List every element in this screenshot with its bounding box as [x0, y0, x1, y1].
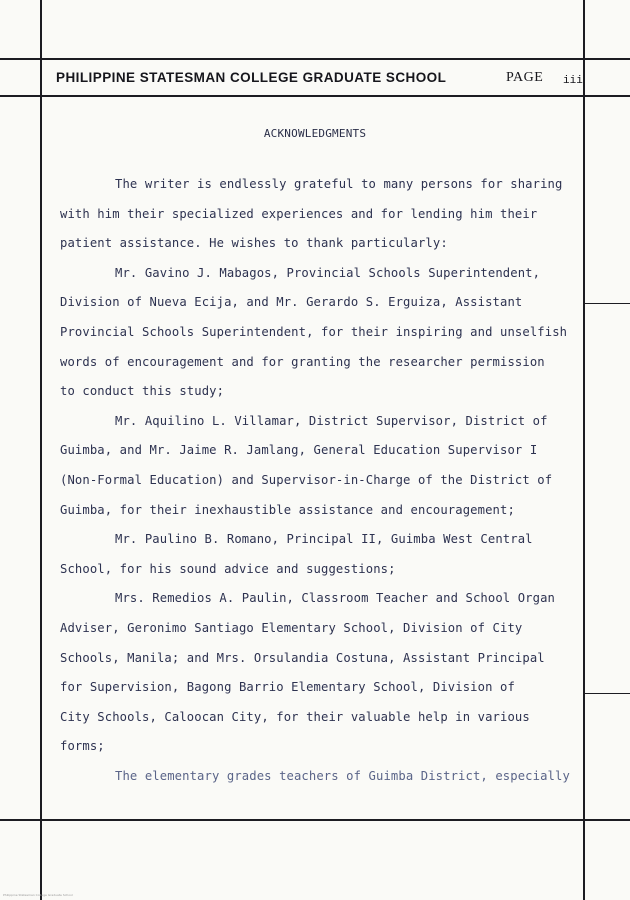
header-underline — [0, 95, 630, 97]
text-line: School, for his sound advice and suggestions; — [60, 561, 396, 576]
text-line: Mr. Aquilino L. Villamar, District Supervisor, District of — [115, 413, 548, 428]
text-line: Mrs. Remedios A. Paulin, Classroom Teacher and School Organ — [115, 591, 555, 606]
text-line: (Non-Formal Education) and Supervisor-in-Charge of the District of — [60, 472, 553, 487]
text-line: Adviser, Geronimo Santiago Elementary School, Division of City — [60, 620, 523, 635]
bottom-rule — [0, 819, 630, 821]
text-line: Mr. Gavino J. Mabagos, Provincial Schools Superintendent, — [115, 265, 541, 280]
text-line: Provincial Schools Superintendent, for their inspiring and unselfish — [60, 324, 568, 339]
text-line: The elementary grades teachers of Guimba District, especially — [115, 768, 570, 783]
page-header — [56, 70, 586, 90]
text-line: words of encouragement and for granting the researcher permission — [60, 354, 545, 369]
text-line: Guimba, for their inexhaustible assistance and encouragement; — [60, 502, 515, 517]
text-line: Guimba, and Mr. Jaime R. Jamlang, General Education Supervisor I — [60, 443, 538, 458]
acknowledgments-text — [60, 170, 590, 791]
text-line: for Supervision, Bagong Barrio Elementary School, Division of — [60, 680, 515, 695]
text-line: Mr. Paulino B. Romano, Principal II, Guimba West Central — [115, 532, 533, 547]
text-line: to conduct this study; — [60, 384, 225, 399]
right-edge-tick-lower — [584, 693, 630, 694]
text-line: Schools, Manila; and Mrs. Orsulandia Costuna, Assistant Principal — [60, 650, 545, 665]
header-page-label: PAGE — [506, 70, 544, 85]
text-line: forms; — [60, 739, 105, 754]
header-title: PHILIPPINE STATESMAN COLLEGE GRADUATE SCHOOL — [56, 70, 447, 85]
text-line: patient assistance. He wishes to thank particularly: — [60, 236, 448, 251]
section-heading: ACKNOWLEDGMENTS — [263, 127, 367, 140]
top-rule — [0, 58, 630, 60]
right-edge-tick-upper — [584, 303, 630, 304]
text-line: The writer is endlessly grateful to many persons for sharing — [115, 177, 563, 191]
text-line: with him their specialized experiences and for lending him their — [60, 206, 538, 221]
footer-note: Philippine Statesman College Graduate School — [3, 893, 73, 897]
header-page-number: iii — [563, 75, 583, 87]
text-line: City Schools, Caloocan City, for their valuable help in various — [60, 709, 530, 724]
text-line: Division of Nueva Ecija, and Mr. Gerardo S. Erguiza, Assistant — [60, 295, 523, 310]
